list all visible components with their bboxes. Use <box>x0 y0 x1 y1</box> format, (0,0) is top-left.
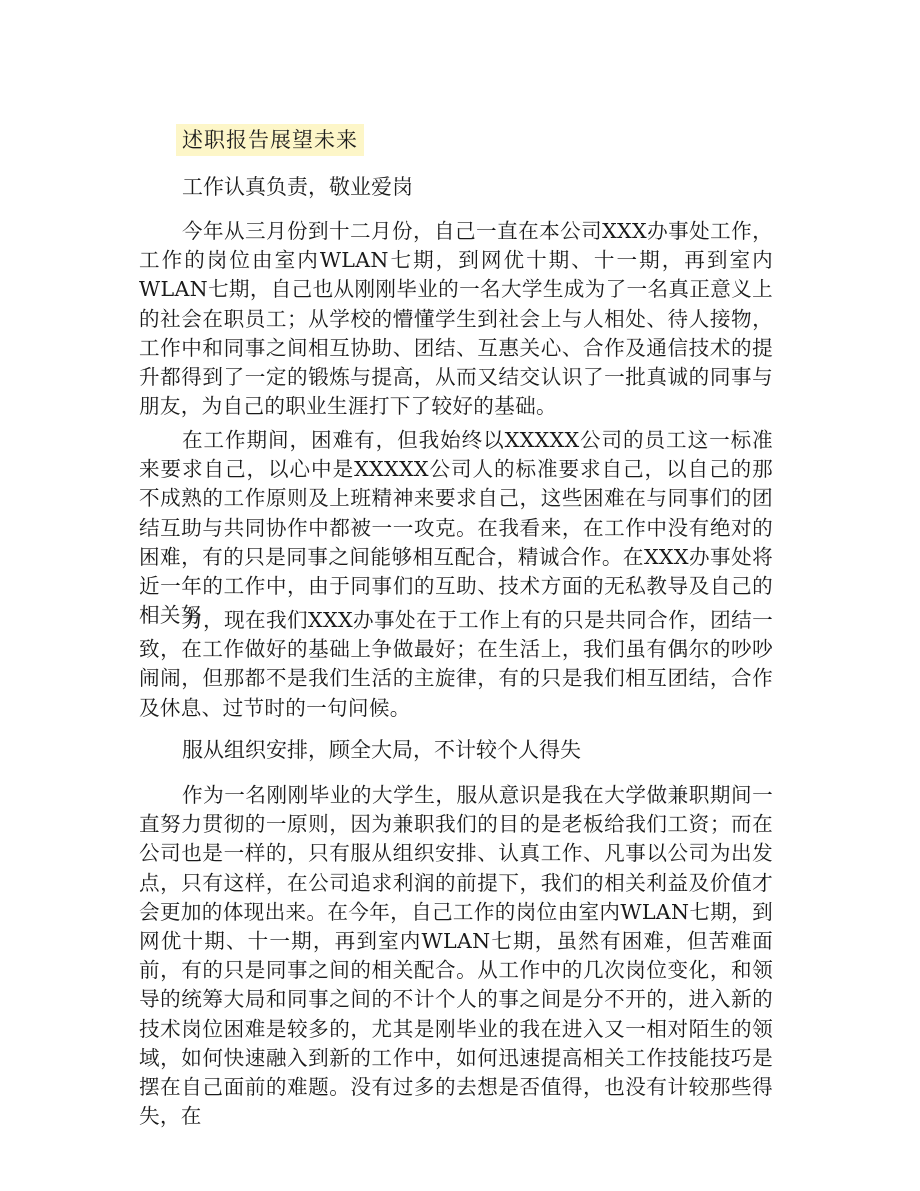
paragraph-3: 力，现在我们XXX办事处在于工作上有的只是共同合作，团结一致，在工作做好的基础上争做最好；在生活上，我们虽有偶尔的吵吵闹闹，但那都不是我们生活的主旋律，有的只是我们相互团结，合作及休息、过节时的一句问候。 <box>139 608 773 720</box>
paragraph-2: 在工作期间，困难有，但我始终以XXXXX公司的员工这一标准来要求自己，以心中是XXXXX公司人的标准要求自己，以自己的那不成熟的工作原则及上班精神来要求自己，这些困难在与同事们的团结互助与共同协作中都被一一攻克。在我看来，在工作中没有绝对的困难，有的只是同事之间能够相互配合，精诚合作。在XXX办事处将近一年的工作中，由于同事们的互助、技术方面的无私教导及自己的相关努 <box>139 428 773 628</box>
paragraph-1: 今年从三月份到十二月份，自己一直在本公司XXX办事处工作，工作的岗位由室内WLAN七期，到网优十期、十一期，再到室内WLAN七期，自己也从刚刚毕业的一名大学生成为了一名真正意义上的社会在职员工；从学校的懵懂学生到社会上与人相处、待人接物，工作中和同事之间相互协助、团结、互惠关心、合作及通信技术的提升都得到了一定的锻炼与提高，从而又结交认识了一批真诚的同事与朋友，为自己的职业生涯打下了较好的基础。 <box>139 219 773 419</box>
section-heading-obedience: 服从组织安排，顾全大局，不计较个人得失 <box>182 738 581 762</box>
section-heading-dedication: 工作认真负责，敬业爱岗 <box>182 175 413 199</box>
document-title: 述职报告展望未来 <box>176 124 364 156</box>
paragraph-4: 作为一名刚刚毕业的大学生，服从意识是我在大学做兼职期间一直努力贯彻的一原则，因为兼职我们的目的是老板给我们工资；而在公司也是一样的，只有服从组织安排、认真工作、凡事以公司为出发点，只有这样，在公司追求利润的前提下，我们的相关利益及价值才会更加的体现出来。在今年，自己工作的岗位由室内WLAN七期，到网优十期、十一期，再到室内WLAN七期，虽然有困难，但苦难面前，有的只是同事之间的相关配合。从工作中的几次岗位变化，和领导的统筹大局和同事之间的不计个人的事之间是分不开的，进入新的技术岗位困难是较多的，尤其是刚毕业的我在进入又一相对陌生的领域，如何快速融入到新的工作中，如何迅速提高相关工作技能技巧是摆在自己面前的难题。没有过多的去想是否值得，也没有计较那些得失，在 <box>139 783 773 1129</box>
